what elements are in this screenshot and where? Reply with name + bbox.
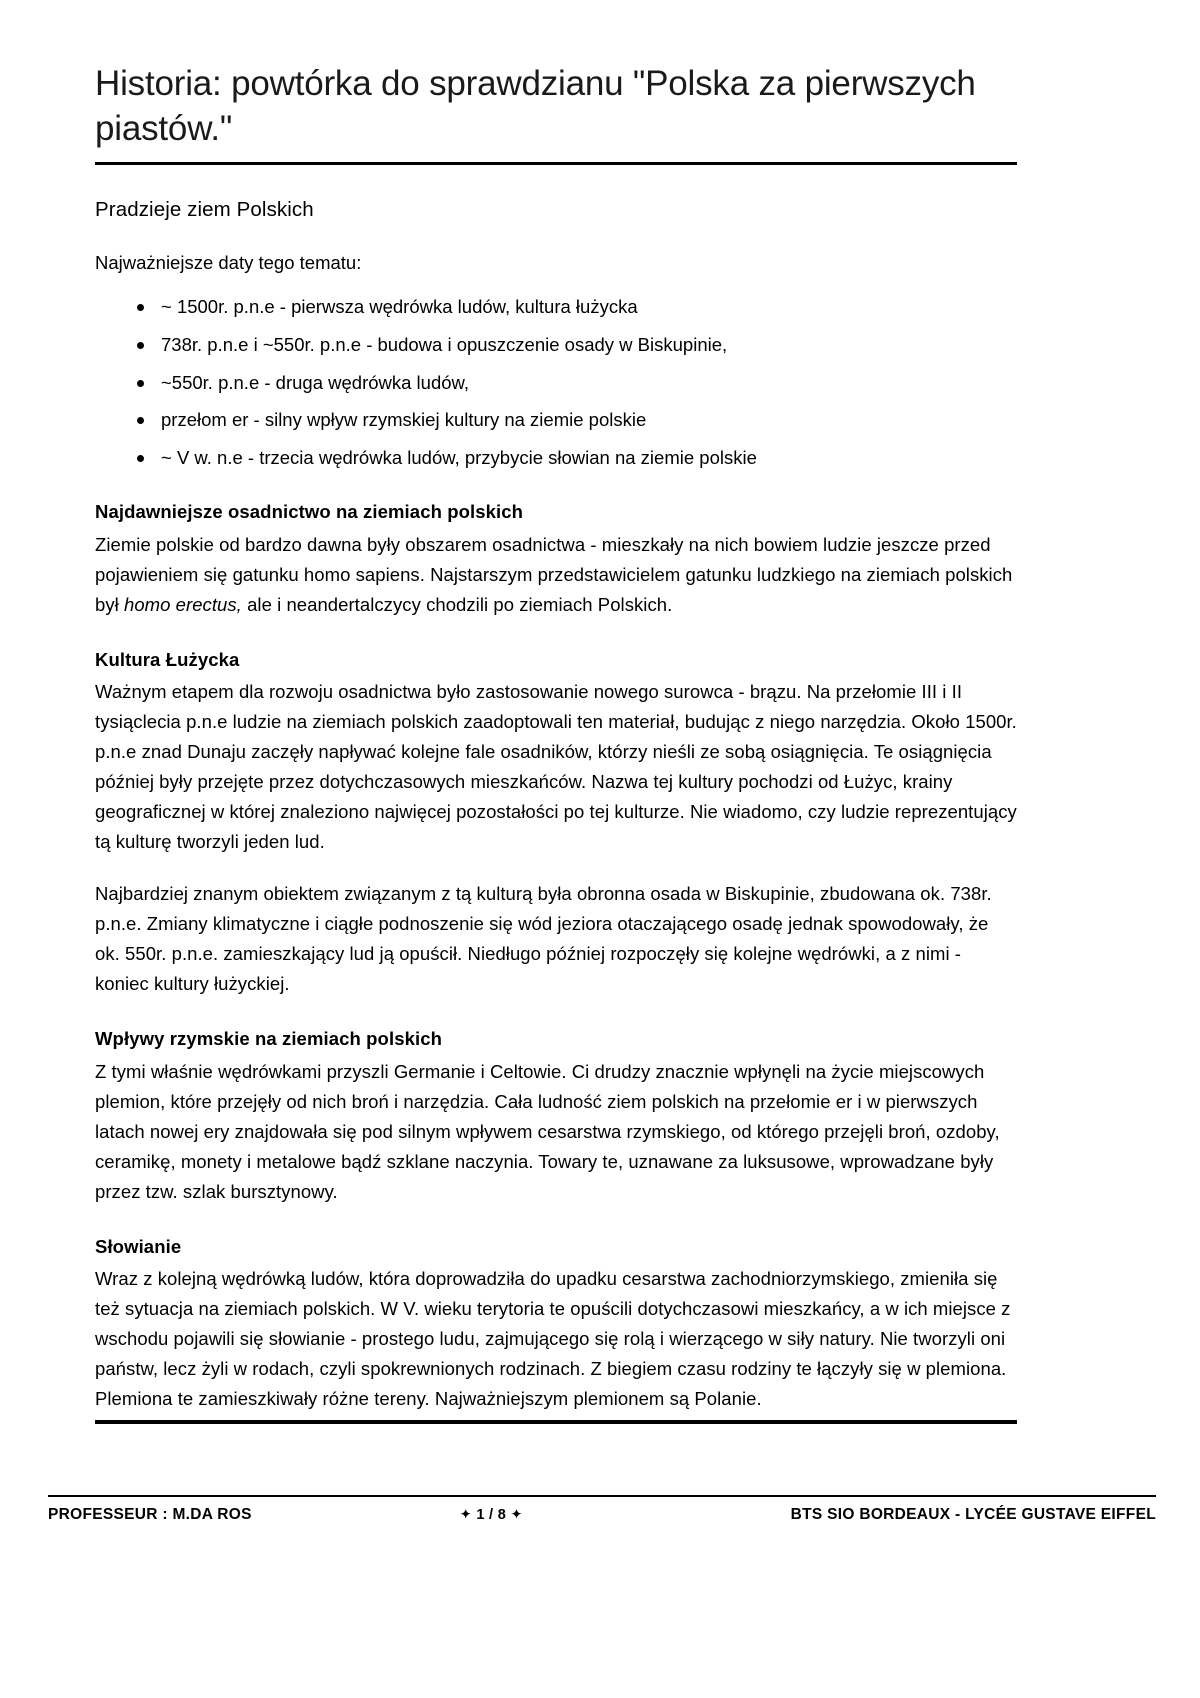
section-heading: Kultura Łużycka	[95, 648, 240, 670]
key-date-item: ~ V w. n.e - trzecia wędrówka ludów, przybycie słowian na ziemie polskie	[137, 444, 1017, 472]
section-paragraph	[95, 879, 1017, 999]
section-heading: Najdawniejsze osadnictwo na ziemiach polskich	[95, 500, 524, 522]
content-section	[95, 1233, 1017, 1415]
footer-divider	[48, 1495, 1156, 1497]
section-heading: Słowianie	[95, 1235, 182, 1257]
footer-page-number: ✦ 1 / 8 ✦	[459, 1507, 523, 1523]
page-title: Historia: powtórka do sprawdzianu "Polska za pierwszych piastów."	[95, 64, 976, 148]
section-paragraph	[95, 1264, 1017, 1414]
paragraph-text: ale i neandertalczycy chodzili po ziemiach Polskich.	[241, 593, 673, 615]
document-body	[95, 62, 1017, 1440]
lead-subtitle: Pradzieje ziem Polskich	[95, 197, 314, 221]
paragraph-text: Ziemie polskie od bardzo dawna były obszarem osadnictwa - mieszkały na nich bowiem ludzie jeszcze przed pojawieniem się gatunku homo sapiens. Najstarszym przedstawicielem gatunku ludzkiego na ziemiach polskich był	[95, 533, 1013, 615]
emphasized-term: homo erectus,	[124, 593, 242, 615]
key-date-item: ~ 1500r. p.n.e - pierwsza wędrówka ludów, kultura łużycka	[137, 293, 1017, 321]
sections-container	[95, 498, 1017, 1414]
paragraph-text: Najbardziej znanym obiektem związanym z tą kulturą była obronna osada w Biskupinie, zbudowana ok. 738r. p.n.e. Zmiany klimatyczne i ciągłe podnoszenie się wód jeziora otaczającego osadę jednak spowodowały, że ok. 550r. p.n.e. zamieszkający lud ją opuścił. Niedługo później rozpoczęły się kolejne wędrówki, a z nimi - koniec kultury łużyckiej.	[95, 883, 992, 994]
content-section	[95, 646, 1017, 999]
content-section	[95, 1025, 1017, 1207]
page-footer	[48, 1506, 1156, 1524]
key-date-item: przełom er - silny wpływ rzymskiej kultury na ziemie polskie	[137, 406, 1017, 434]
paragraph-text: Wraz z kolejną wędrówką ludów, która doprowadziła do upadku cesarstwa zachodniorzymskiego, zmieniła się też sytuacja na ziemiach polskich. W V. wieku terytoria te opuścili dotychczasowi mieszkańcy, a w ich miejsce z wschodu pojawili się słowianie - prostego ludu, zajmującego się rolą i wierzącego w siły natury. Nie tworzyli oni państw, lecz żyli w rodach, czyli spokrewnionych rodzinach. Z biegiem czasu rodziny te łączyły się w plemiona. Plemiona te zamieszkiwały różne tereny. Najważniejszym plemionem są Polanie.	[95, 1268, 1011, 1410]
paragraph-text: Z tymi właśnie wędrówkami przyszli Germanie i Celtowie. Ci drudzy znacznie wpłynęli na życie miejscowych plemion, które przejęły od nich broń i narzędzia. Cała ludność ziem polskich na przełomie er i w pierwszych latach nowej ery znajdowała się pod silnym wpływem cesarstwa rzymskiego, od którego przejęli broń, ozdoby, ceramikę, monety i metalowe bądź szklane naczynia. Towary te, uznawane za luksusowe, wprowadzane były przez tzw. szlak bursztynowy.	[95, 1060, 1000, 1202]
dates-intro: Najważniejsze daty tego tematu:	[95, 252, 362, 274]
title-divider	[95, 162, 1017, 165]
paragraph-text: Ważnym etapem dla rozwoju osadnictwa było zastosowanie nowego surowca - brązu. Na przełomie III i II tysiąclecia p.n.e ludzie na ziemiach polskich zaadoptowali ten materiał, budując z niego narzędzia. Około 1500r. p.n.e znad Dunaju zaczęły napływać kolejne fale osadników, którzy nieśli ze sobą osiągnięcia. Te osiągnięcia później były przejęte przez dotychczasowych mieszkańców. Nazwa tej kultury pochodzi od Łużyc, krainy geograficznej w której znaleziono najwięcej pozostałości po tej kulturze. Nie wiadomo, czy ludzie reprezentujący tą kulturę tworzyli jeden lud.	[95, 681, 1017, 853]
section-heading: Wpływy rzymskie na ziemiach polskich	[95, 1027, 443, 1049]
footer-professor: PROFESSEUR : M.DA ROS	[48, 1506, 252, 1523]
key-date-item: 738r. p.n.e i ~550r. p.n.e - budowa i opuszczenie osady w Biskupinie,	[137, 331, 1017, 359]
footer-school: BTS SIO BORDEAUX - LYCÉE GUSTAVE EIFFEL	[790, 1506, 1156, 1523]
section-paragraph	[95, 677, 1017, 857]
key-date-item: ~550r. p.n.e - druga wędrówka ludów,	[137, 369, 1017, 397]
content-section	[95, 498, 1017, 620]
section-paragraph	[95, 1057, 1017, 1207]
section-paragraph	[95, 530, 1017, 620]
content-bottom-divider	[95, 1420, 1017, 1424]
key-dates-list	[95, 293, 1017, 472]
